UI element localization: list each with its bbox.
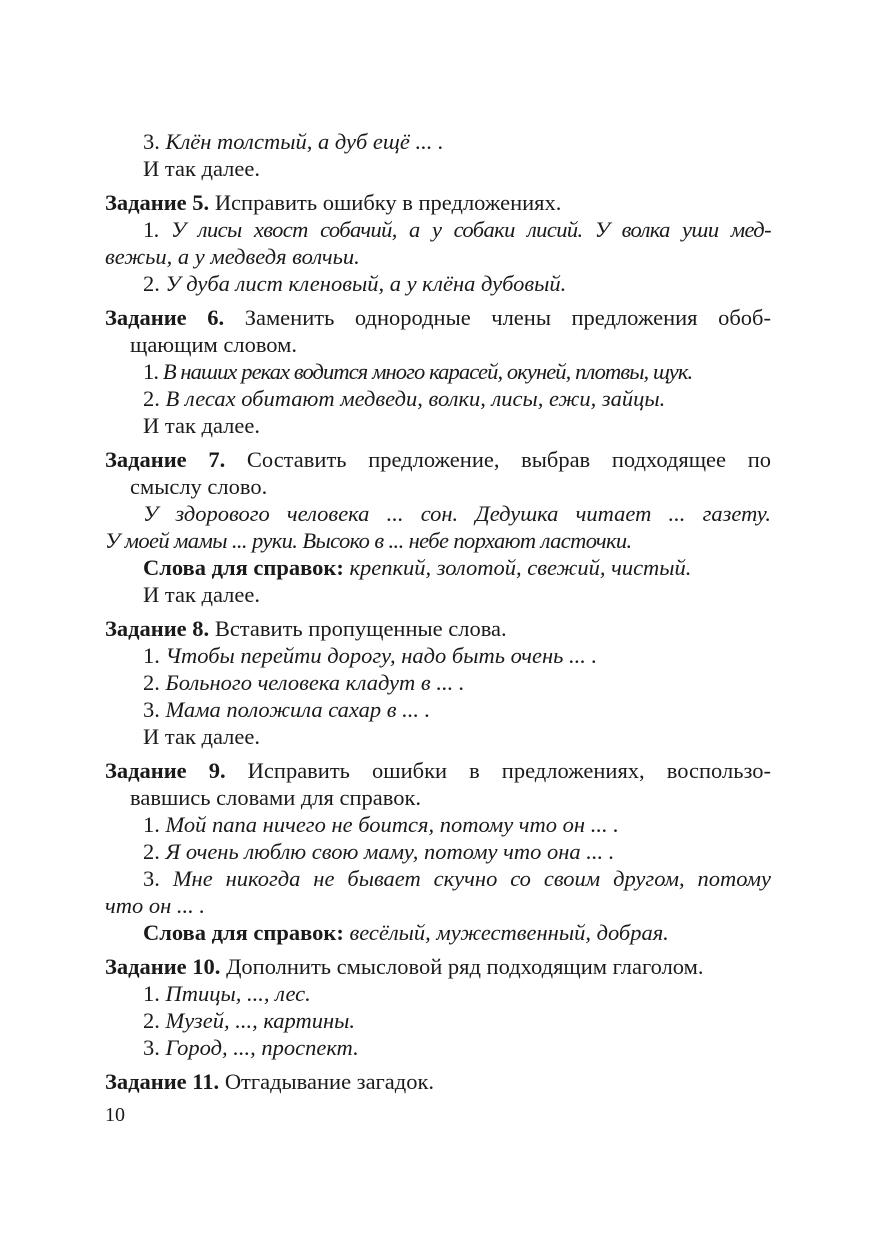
item-number: 3. (143, 1035, 166, 1060)
list-item (105, 385, 771, 412)
item-text: Чтобы перейти дорогу, надо быть очень ... . (165, 643, 598, 668)
item-number: 3. (143, 129, 166, 154)
list-item (105, 358, 771, 385)
etc-text: И так далее. (143, 413, 260, 438)
task-label: Задание 11. (105, 1069, 220, 1094)
reference-label: Слова для справок: (143, 920, 344, 945)
item-text: Птицы, ..., лес. (165, 981, 311, 1006)
item-number: 3. (143, 697, 166, 722)
task-label: Задание 8. (105, 616, 210, 641)
item-number: 2. (143, 670, 166, 695)
task-8 (105, 615, 771, 750)
task-heading (105, 953, 771, 980)
list-item (105, 696, 771, 723)
item-number: 1. (143, 217, 171, 242)
task-label: Задание 10. (105, 954, 221, 979)
item-text: Клён толстый, а дуб ещё ... . (165, 129, 444, 154)
item-text: Больного человека кладут в ... . (165, 670, 465, 695)
list-item (105, 865, 771, 892)
list-item (105, 838, 771, 865)
list-item-continuation (105, 243, 771, 270)
task-heading-continuation: вавшись словами для справок. (130, 785, 422, 810)
item-text: Мне никогда не бывает скучно со своим другом, потому (172, 866, 771, 891)
task-label: Задание 7. (105, 447, 226, 472)
reference-list: крепкий, золотой, свежий, чистый. (343, 555, 692, 580)
task-heading (105, 1068, 771, 1095)
task-10 (105, 953, 771, 1061)
reference-words (105, 919, 771, 946)
item-number: 2. (143, 839, 166, 864)
task-11 (105, 1068, 771, 1095)
task-9 (105, 757, 771, 946)
item-text: У лисы хвост собачий, а у собаки лисий. У волка уши мед- (170, 217, 771, 242)
task-5 (105, 189, 771, 297)
list-item-continuation (105, 892, 771, 919)
item-number: 2. (143, 271, 166, 296)
item-number: 1. (143, 812, 166, 837)
task-heading-continuation: щающим словом. (130, 332, 297, 357)
example-sentences (105, 500, 771, 527)
reference-words (105, 554, 771, 581)
item-text: что он ... . (105, 893, 206, 918)
reference-label: Слова для справок: (143, 555, 344, 580)
item-number: 2. (143, 1008, 166, 1033)
item-number: 3. (143, 866, 173, 891)
task-heading (105, 304, 771, 331)
item-text: В наших реках водится много карасей, окуней, плотвы, щук. (162, 359, 693, 384)
example-text: У здорового человека ... сон. Дедушка читает ... газету. (143, 501, 771, 526)
list-item (105, 270, 771, 297)
task-title: Исправить ошибки в предложениях, воспользо- (225, 758, 771, 783)
task-heading-continuation: смыслу слово. (130, 474, 268, 499)
task-6 (105, 304, 771, 439)
item-text: вежьи, а у медведя волчьи. (105, 244, 360, 269)
task-title: Вставить пропущенные слова. (209, 616, 507, 641)
list-item (105, 128, 771, 155)
item-text: Я очень люблю свою маму, потому что она ... . (165, 839, 615, 864)
list-item (105, 216, 771, 243)
task-title: Отгадывание загадок. (219, 1069, 435, 1094)
task-label: Задание 5. (105, 190, 210, 215)
reference-list: весёлый, мужественный, добрая. (343, 920, 669, 945)
list-item (105, 1007, 771, 1034)
item-number: 2. (143, 386, 166, 411)
item-text: Мама положила сахар в ... . (165, 697, 431, 722)
task-4-continuation (105, 128, 771, 182)
task-title: Составить предложение, выбрав подходящее по (225, 447, 771, 472)
task-heading (105, 446, 771, 473)
task-title: Дополнить смысловой ряд подходящим глаголом. (220, 954, 704, 979)
list-item (105, 642, 771, 669)
item-text: В лесах обитают медведи, волки, лисы, ежи, зайцы. (165, 386, 666, 411)
list-item (105, 669, 771, 696)
etc-text: И так далее. (143, 582, 260, 607)
example-sentences-continuation (105, 527, 771, 554)
list-item (105, 1034, 771, 1061)
task-title: Заменить однородные члены предложения обоб- (224, 305, 771, 330)
item-text: Музей, ..., картины. (165, 1008, 356, 1033)
item-text: Город, ..., проспект. (165, 1035, 359, 1060)
task-label: Задание 6. (105, 305, 225, 330)
item-number: 1. (143, 359, 163, 384)
task-heading (105, 189, 771, 216)
list-item (105, 811, 771, 838)
task-heading (105, 615, 771, 642)
task-label: Задание 9. (105, 758, 226, 783)
task-heading (105, 757, 771, 784)
item-number: 1. (143, 643, 166, 668)
item-text: У дуба лист кленовый, а у клёна дубовый. (165, 271, 567, 296)
list-item (105, 980, 771, 1007)
page-number: 10 (105, 1104, 125, 1126)
page-body (105, 128, 771, 1102)
task-title: Исправить ошибку в предложениях. (209, 190, 562, 215)
task-7 (105, 446, 771, 608)
etc-text: И так далее. (143, 724, 260, 749)
etc-text: И так далее. (143, 156, 260, 181)
example-text: У моей мамы ... руки. Высоко в ... небе порхают ласточки. (105, 528, 632, 553)
item-number: 1. (143, 981, 166, 1006)
item-text: Мой папа ничего не боится, потому что он ... . (165, 812, 619, 837)
